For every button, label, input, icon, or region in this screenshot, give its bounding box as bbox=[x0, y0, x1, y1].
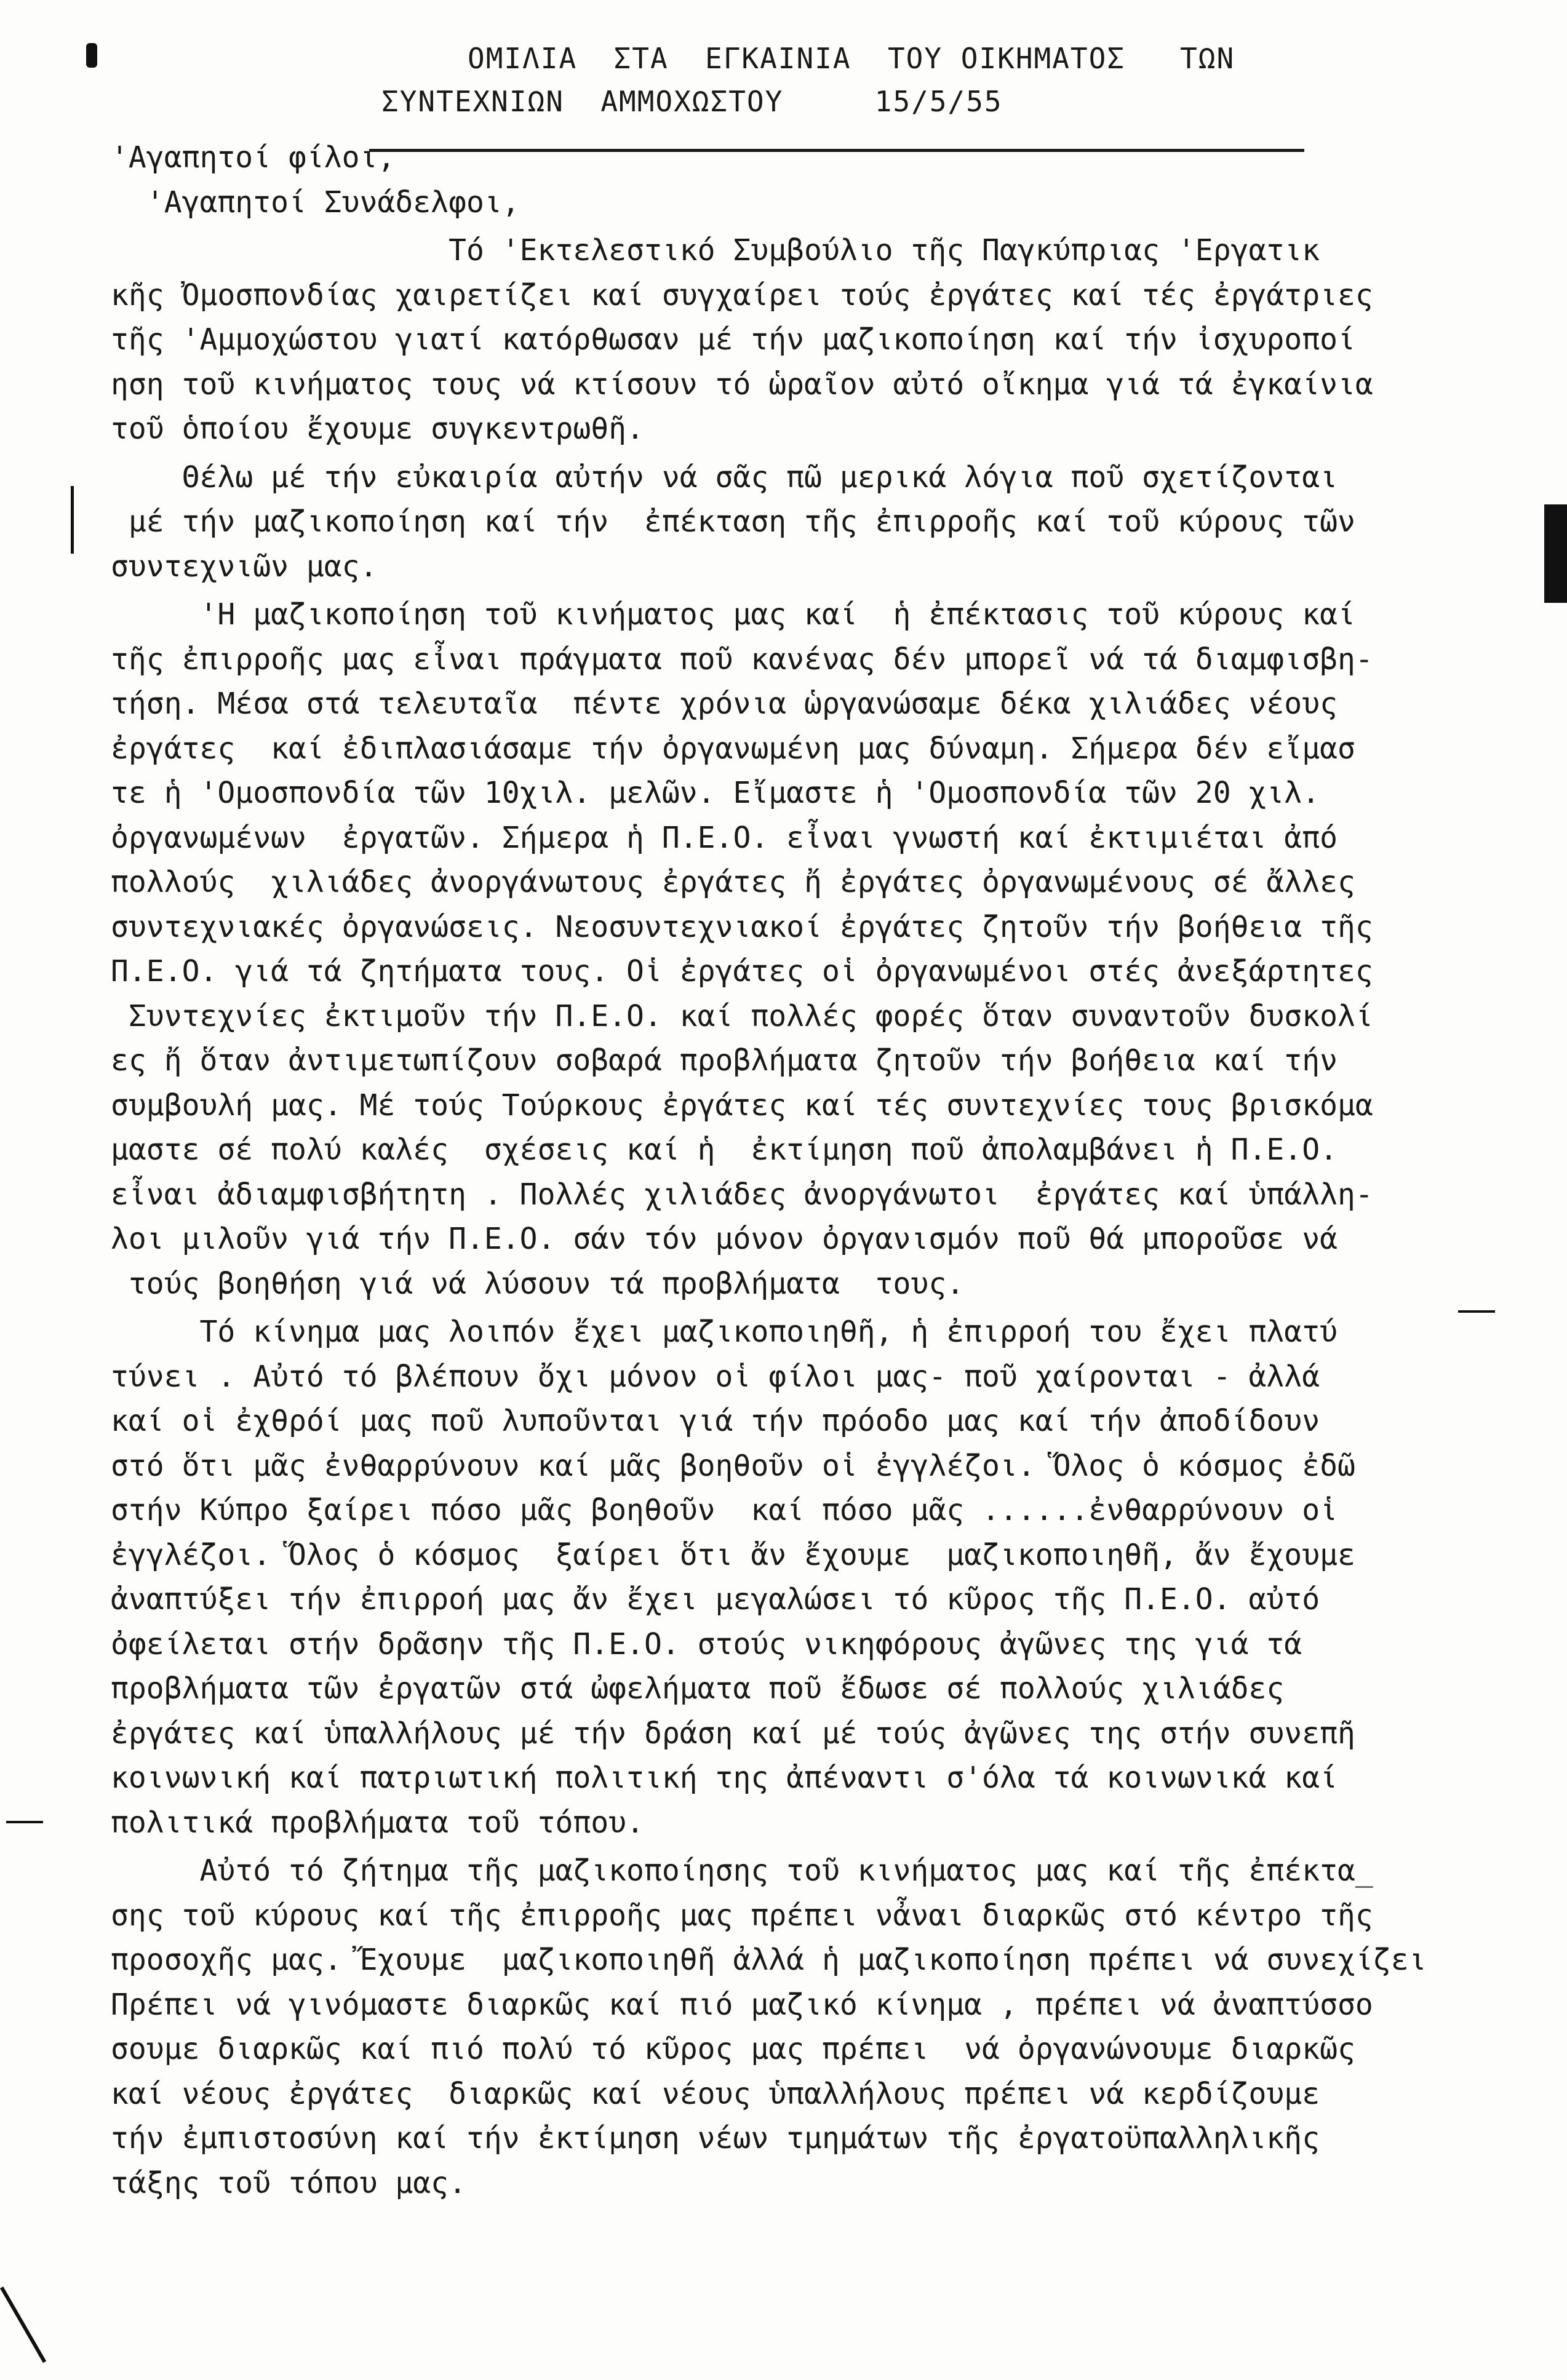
text-line: τοῦ ὁποίου ἔχουμε συγκεντρωθῆ. bbox=[111, 412, 644, 446]
text-line: ἐργάτες καί ὑπαλλήλους μέ τήν δράση καί μέ τούς ἀγῶνες της στήν συνεπῆ bbox=[111, 1716, 1355, 1751]
text-line: συντεχνιακές ὀργανώσεις. Νεοσυντεχνιακοί ἐργάτες ζητοῦν τήν βοήθεια τῆς bbox=[111, 909, 1373, 944]
text-line: ἀναπτύξει τήν ἐπιρροή μας ἄν ἔχει μεγαλώσει τό κῦρος τῆς Π.Ε.Ο. αὐτό bbox=[111, 1582, 1320, 1617]
paragraph bbox=[111, 592, 1452, 1306]
text-line: τήση. Μέσα στά τελευταῖα πέντε χρόνια ὡργανώσαμε δέκα χιλιάδες νέους bbox=[111, 687, 1338, 721]
text-line: συντεχνιῶν μας. bbox=[111, 549, 378, 584]
text-line: πολλούς χιλιάδες ἀνοργάνωτους ἐργάτες ἤ ἐργάτες ὀργανωμένους σέ ἄλλες bbox=[111, 865, 1355, 899]
text-line: καί νέους ἐργάτες διαρκῶς καί νέους ὑπαλλήλους πρέπει νά κερδίζουμε bbox=[111, 2076, 1320, 2111]
text-line: Συντεχνίες ἐκτιμοῦν τήν Π.Ε.Ο. καί πολλές φορές ὅταν συναντοῦν δυσκολί bbox=[111, 998, 1373, 1033]
text-line: λοι μιλοῦν γιά τήν Π.Ε.Ο. σάν τόν μόνον ὀργανισμόν ποῦ θά μποροῦσε νά bbox=[111, 1222, 1338, 1256]
paragraph bbox=[111, 1310, 1452, 1845]
document-header bbox=[369, 37, 1304, 123]
text-line: προβλήματα τῶν ἐργατῶν στά ὠφελήματα ποῦ ἔδωσε σέ πολλούς χιλιάδες bbox=[111, 1671, 1285, 1706]
text-line: προσοχῆς μας. Ἔχουμε μαζικοποιηθῆ ἀλλά ἡ μαζικοποίηση πρέπει νά συνεχίζει bbox=[111, 1943, 1427, 1977]
header-title-line-2: ΣΥΝΤΕΧΝΙΩΝ ΑΜΜΟΧΩΣΤΟΥ 15/5/55 bbox=[381, 85, 1003, 118]
scan-mark-left-dash bbox=[6, 1821, 43, 1823]
paragraph bbox=[111, 1849, 1452, 2205]
text-line: κοινωνική καί πατριωτική πολιτική της ἀπέναντι σ'όλα τά κοινωνικά καί bbox=[111, 1761, 1338, 1795]
text-line: ες ἤ ὅταν ἀντιμετωπίζουν σοβαρά προβλήματα ζητοῦν τήν βοήθεια καί τήν bbox=[111, 1043, 1338, 1078]
text-line: σουμε διαρκῶς καί πιό πολύ τό κῦρος μας πρέπει νά ὀργανώνουμε διαρκῶς bbox=[111, 2032, 1355, 2066]
text-line: τῆς ἐπιρροῆς μας εἶναι πράγματα ποῦ κανένας δέν μπορεῖ νά τά διαμφισβη- bbox=[111, 642, 1373, 677]
text-line: Π.Ε.Ο. γιά τά ζητήματα τους. Οἱ ἐργάτες οἱ ὀργανωμένοι στές ἀνεξάρτητες bbox=[111, 954, 1373, 989]
salutation-line: 'Αγαπητοί φίλοι, bbox=[111, 140, 396, 175]
text-line: ὀργανωμένων ἐργατῶν. Σήμερα ἡ Π.Ε.Ο. εἶναι γνωστή καί ἐκτιμιέται ἀπό bbox=[111, 820, 1338, 855]
scan-mark-bottom-left bbox=[0, 2286, 46, 2363]
text-line: τήν ἐμπιστοσύνη καί τήν ἐκτίμηση νέων τμημάτων τῆς ἐργατοϋπαλληλικῆς bbox=[111, 2121, 1320, 2155]
text-line: εἶναι ἀδιαμφισβήτητη . Πολλές χιλιάδες ἀνοργάνωτοι ἐργάτες καί ὑπάλλη- bbox=[111, 1177, 1373, 1212]
text-line: τε ἡ 'Ομοσπονδία τῶν 10χιλ. μελῶν. Εἴμαστε ἡ 'Ομοσπονδία τῶν 20 χιλ. bbox=[111, 776, 1320, 810]
scan-mark-right-edge bbox=[1544, 504, 1567, 603]
text-line: Θέλω μέ τήν εὐκαιρία αὐτήν νά σᾶς πῶ μερικά λόγια ποῦ σχετίζονται bbox=[111, 460, 1338, 495]
text-line: Αὐτό τό ζήτημα τῆς μαζικοποίησης τοῦ κινήματος μας καί τῆς ἐπέκτα_ bbox=[111, 1853, 1373, 1888]
text-line: τύνει . Αὐτό τό βλέπουν ὄχι μόνον οἱ φίλοι μας- ποῦ χαίρονται - ἀλλά bbox=[111, 1359, 1320, 1394]
text-line: στήν Κύπρο ξαίρει πόσο μᾶς βοηθοῦν καί πόσο μᾶς ......ἐνθαρρύνουν οἱ bbox=[111, 1493, 1338, 1527]
salutation-line: 'Αγαπητοί Συνάδελφοι, bbox=[111, 185, 520, 220]
text-line: στό ὅτι μᾶς ἐνθαρρύνουν καί μᾶς βοηθοῦν οἱ ἐγγλέζοι. Ὅλος ὁ κόσμος ἐδῶ bbox=[111, 1448, 1355, 1483]
text-line: ηση τοῦ κινήματος τους νά κτίσουν τό ὡραῖον αὐτό οἴκημα γιά τά ἐγκαίνια bbox=[111, 367, 1373, 402]
text-line: 'Η μαζικοποίηση τοῦ κινήματος μας καί ἡ ἐπέκτασις τοῦ κύρους καί bbox=[111, 597, 1355, 632]
paragraphs-container bbox=[111, 225, 1452, 2205]
text-line: ἐγγλέζοι. Ὅλος ὁ κόσμος ξαίρει ὅτι ἄν ἔχουμε μαζικοποιηθῆ, ἄν ἔχουμε bbox=[111, 1537, 1355, 1572]
scan-mark-left-bracket bbox=[71, 486, 74, 554]
text-line: συμβουλή μας. Μέ τούς Τούρκους ἐργάτες καί τές συντεχνίες τους βρισκόμα bbox=[111, 1088, 1373, 1123]
text-line: σης τοῦ κύρους καί τῆς ἐπιρροῆς μας πρέπει νἆναι διαρκῶς στό κέντρο τῆς bbox=[111, 1898, 1373, 1933]
text-line: μαστε σέ πολύ καλές σχέσεις καί ἡ ἐκτίμηση ποῦ ἀπολαμβάνει ἡ Π.Ε.Ο. bbox=[111, 1132, 1338, 1167]
text-line: μέ τήν μαζικοποίηση καί τήν ἐπέκταση τῆς ἐπιρροῆς καί τοῦ κύρους τῶν bbox=[111, 504, 1355, 539]
scan-mark-right-dash bbox=[1458, 1310, 1495, 1313]
text-line: τῆς 'Αμμοχώστου γιατί κατόρθωσαν μέ τήν μαζικοποίηση καί τήν ἰσχυροποί bbox=[111, 322, 1355, 357]
text-line: Τό κίνημα μας λοιπόν ἔχει μαζικοποιηθῆ, ἡ ἐπιρροή του ἔχει πλατύ bbox=[111, 1315, 1338, 1349]
text-line: Πρέπει νά γινόμαστε διαρκῶς καί πιό μαζικό κίνημα , πρέπει νά ἀναπτύσσο bbox=[111, 1987, 1373, 2022]
text-line: ὀφείλεται στήν δρᾶσην τῆς Π.Ε.Ο. στούς νικηφόρους ἀγῶνες της γιά τά bbox=[111, 1626, 1302, 1662]
document-body bbox=[111, 135, 1452, 2205]
text-line: τάξης τοῦ τόπου μας. bbox=[111, 2165, 466, 2200]
paragraph bbox=[111, 455, 1452, 589]
paragraph bbox=[111, 228, 1452, 452]
text-line: κῆς Ὀμοσπονδίας χαιρετίζει καί συγχαίρει τούς ἐργάτες καί τές ἐργάτριες bbox=[111, 277, 1373, 312]
scan-mark-top-left bbox=[86, 43, 97, 68]
header-title-line-1: ΟΜΙΛΙΑ ΣΤΑ ΕΓΚΑΙΝΙΑ ΤΟΥ ΟΙΚΗΜΑΤΟΣ ΤΩΝ bbox=[468, 42, 1235, 75]
text-line: Τό 'Εκτελεστικό Συμβούλιο τῆς Παγκύπριας 'Εργατικ bbox=[111, 233, 1320, 268]
text-line: τούς βοηθήση γιά νά λύσουν τά προβλήματα τους. bbox=[111, 1266, 965, 1301]
text-line: ἐργάτες καί ἐδιπλασιάσαμε τήν ὀργανωμένη μας δύναμη. Σήμερα δέν εἴμασ bbox=[111, 731, 1355, 766]
text-line: καί οἱ ἐχθρόί μας ποῦ λυποῦνται γιά τήν πρόοδο μας καί τήν ἀποδίδουν bbox=[111, 1404, 1320, 1438]
text-line: πολιτικά προβλήματα τοῦ τόπου. bbox=[111, 1805, 644, 1840]
